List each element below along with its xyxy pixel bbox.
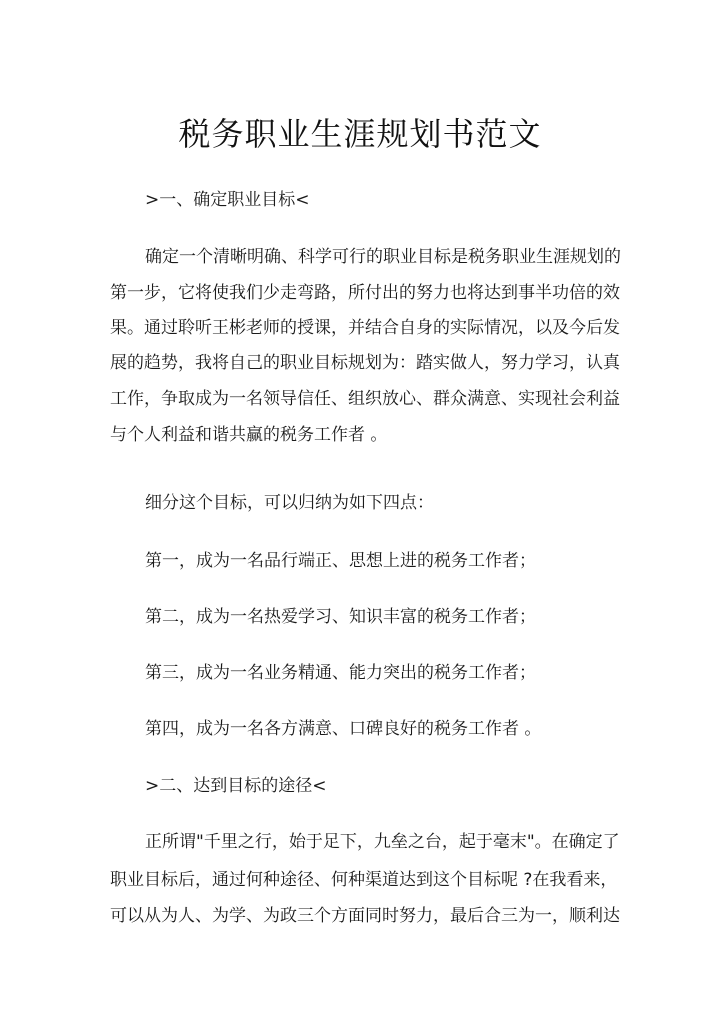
paragraph-3-line-2: 职业目标后，通过何种途径、何种渠道达到这个目标呢 ?在我看来， xyxy=(110,870,618,890)
paragraph-3-line-1: 正所谓"千里之行，始于足下，九垒之台，起于毫末"。在确定了 xyxy=(145,832,620,852)
goal-point-4: 第四，成为一名各方满意、口碑良好的税务工作者 。 xyxy=(145,719,542,739)
paragraph-3-line-3: 可以从为人、为学、为政三个方面同时努力，最后合三为一，顺利达 xyxy=(110,906,620,926)
section-heading-1: >一、确定职业目标< xyxy=(145,190,310,210)
document-title: 税务职业生涯规划书范文 xyxy=(178,115,542,153)
paragraph-2: 细分这个目标，可以归纳为如下四点： xyxy=(145,493,434,513)
goal-point-2: 第二，成为一名热爱学习、知识丰富的税务工作者； xyxy=(145,607,536,627)
paragraph-1-line-3: 果。通过聆听王彬老师的授课，并结合自身的实际情况，以及今后发 xyxy=(110,318,620,338)
section-heading-2: >二、达到目标的途径< xyxy=(145,776,327,796)
goal-point-3: 第三，成为一名业务精通、能力突出的税务工作者； xyxy=(145,663,536,683)
paragraph-1-line-5: 工作，争取成为一名领导信任、组织放心、群众满意、实现社会利益 xyxy=(110,389,620,409)
paragraph-1-line-6: 与个人利益和谐共赢的税务工作者 。 xyxy=(110,425,388,445)
paragraph-1-line-4: 展的趋势，我将自己的职业目标规划为：踏实做人，努力学习，认真 xyxy=(110,353,620,373)
paragraph-1-line-2: 第一步，它将使我们少走弯路，所付出的努力也将达到事半功倍的效 xyxy=(110,283,620,303)
paragraph-1-line-1: 确定一个清晰明确、科学可行的职业目标是税务职业生涯规划的 xyxy=(145,247,621,267)
goal-point-1: 第一，成为一名品行端正、思想上进的税务工作者； xyxy=(145,551,536,571)
